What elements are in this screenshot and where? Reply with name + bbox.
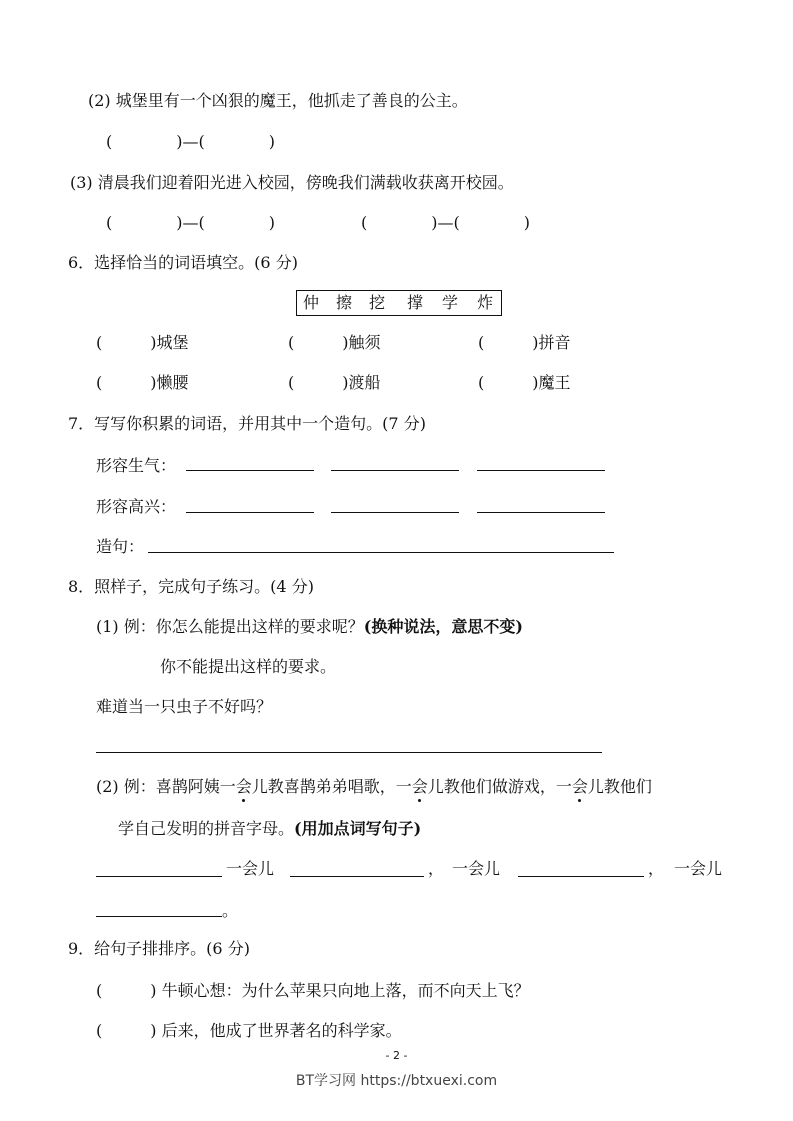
fill-paren[interactable]: ( ) [96, 373, 157, 392]
fill-word: 渡船 [348, 373, 381, 392]
happy-words-row [96, 496, 176, 518]
fill-word: 魔王 [538, 373, 571, 392]
site-watermark: BT学习网 https://btxuexi.com [295, 1073, 498, 1089]
example-1-sentence: (1) 例：你怎么能提出这样的要求呢？ [96, 617, 364, 636]
fill-line[interactable] [290, 876, 424, 877]
fill-paren[interactable]: ( ) [478, 333, 539, 352]
example-1-answer-line[interactable] [96, 752, 602, 753]
fill-word: 一会儿 [452, 859, 501, 878]
dotted-word [220, 777, 268, 796]
word-choice: 擦 [336, 293, 353, 312]
order-item-2 [96, 1020, 402, 1042]
example-1-note: (换种说法，意思不变) [363, 617, 523, 636]
page-number: - 2 - [385, 1049, 408, 1062]
example-2-note: (用加点词写句子) [294, 819, 422, 838]
order-sentence: 后来，他成了世界著名的科学家。 [161, 1021, 402, 1040]
fill-item-2 [288, 332, 381, 354]
example-2-text: 教他们做游戏， [443, 777, 556, 796]
fill-paren[interactable]: ( ) [288, 373, 349, 392]
dotted-word-text: 一会儿 [219, 777, 268, 796]
example-2-line-2 [118, 818, 421, 840]
q5-sentence-2: (2) 城堡里有一个凶狠的魔王，他抓走了善良的公主。 [88, 91, 468, 110]
fill-word: 一会儿 [674, 859, 723, 878]
answer-line[interactable] [331, 470, 459, 471]
q5-blank-3a[interactable]: ( )—( ) [106, 213, 275, 232]
q8-title: 8．照样子，完成句子练习。(4 分) [68, 577, 314, 596]
fill-word: 拼音 [538, 333, 571, 352]
example-1 [96, 616, 523, 638]
q5-blank-3b[interactable]: ( )—( ) [361, 213, 530, 232]
q9-title: 9．给句子排排序。(6 分) [68, 939, 250, 958]
happy-label: 形容高兴： [96, 497, 177, 516]
q6-title: 6．选择恰当的词语填空。(6 分) [68, 253, 298, 272]
fill-paren[interactable]: ( ) [288, 333, 349, 352]
order-item-1 [96, 980, 530, 1002]
fill-item-6 [478, 372, 571, 394]
word-choice: 撑 [407, 293, 424, 312]
order-paren[interactable]: ( ) [96, 1021, 157, 1040]
fill-item-1 [96, 332, 189, 354]
example-1-task: 难道当一只虫子不好吗？ [96, 697, 273, 716]
fill-line[interactable] [96, 916, 222, 917]
q7-title: 7．写写你积累的词语，并用其中一个造句。(7 分) [68, 414, 426, 433]
example-2-text: 教喜鹊弟弟唱歌， [267, 777, 396, 796]
example-2-text: (2) 例：喜鹊阿姨 [96, 777, 220, 796]
dotted-word: 一会儿 [395, 777, 444, 796]
fill-item-5 [288, 372, 381, 394]
fill-word: 懒腰 [156, 373, 189, 392]
fill-paren[interactable]: ( ) [96, 333, 157, 352]
fill-word: 一会儿 [226, 859, 275, 878]
answer-line[interactable] [477, 470, 605, 471]
comma: ， [428, 859, 445, 878]
dotted-word: 一会儿 [555, 777, 604, 796]
word-choice: 仲 [303, 293, 320, 312]
word-choice-box [296, 290, 502, 316]
sentence-answer-line[interactable] [148, 552, 614, 553]
word-choice: 挖 [369, 293, 386, 312]
order-paren[interactable]: ( ) [96, 981, 157, 1000]
answer-line[interactable] [331, 512, 459, 513]
q5-blank-2[interactable]: ( )—( ) [106, 132, 275, 151]
fill-word: 城堡 [156, 333, 189, 352]
sentence-label: 造句： [96, 537, 145, 556]
fill-item-4 [96, 372, 189, 394]
example-2-line-1 [96, 776, 652, 798]
order-sentence: 牛顿心想：为什么苹果只向地上落，而不向天上飞？ [161, 981, 530, 1000]
example-2-text: 学自己发明的拼音字母。 [118, 819, 295, 838]
angry-label: 形容生气： [96, 456, 177, 475]
fill-line[interactable] [518, 876, 644, 877]
period: 。 [222, 901, 239, 920]
fill-word: 触须 [348, 333, 381, 352]
answer-line[interactable] [186, 470, 314, 471]
q5-sentence-3: (3) 清晨我们迎着阳光进入校园，傍晚我们满载收获离开校园。 [70, 173, 514, 192]
answer-line[interactable] [186, 512, 314, 513]
sentence-row [96, 536, 144, 558]
fill-line[interactable] [96, 876, 222, 877]
fill-item-3 [478, 332, 571, 354]
answer-line[interactable] [477, 512, 605, 513]
example-1-answer: 你不能提出这样的要求。 [160, 657, 337, 676]
example-2-text: 教他们 [603, 777, 652, 796]
word-choice: 炸 [477, 293, 494, 312]
word-choice: 学 [442, 293, 459, 312]
comma: ， [648, 859, 665, 878]
angry-words-row [96, 455, 176, 477]
fill-paren[interactable]: ( ) [478, 373, 539, 392]
